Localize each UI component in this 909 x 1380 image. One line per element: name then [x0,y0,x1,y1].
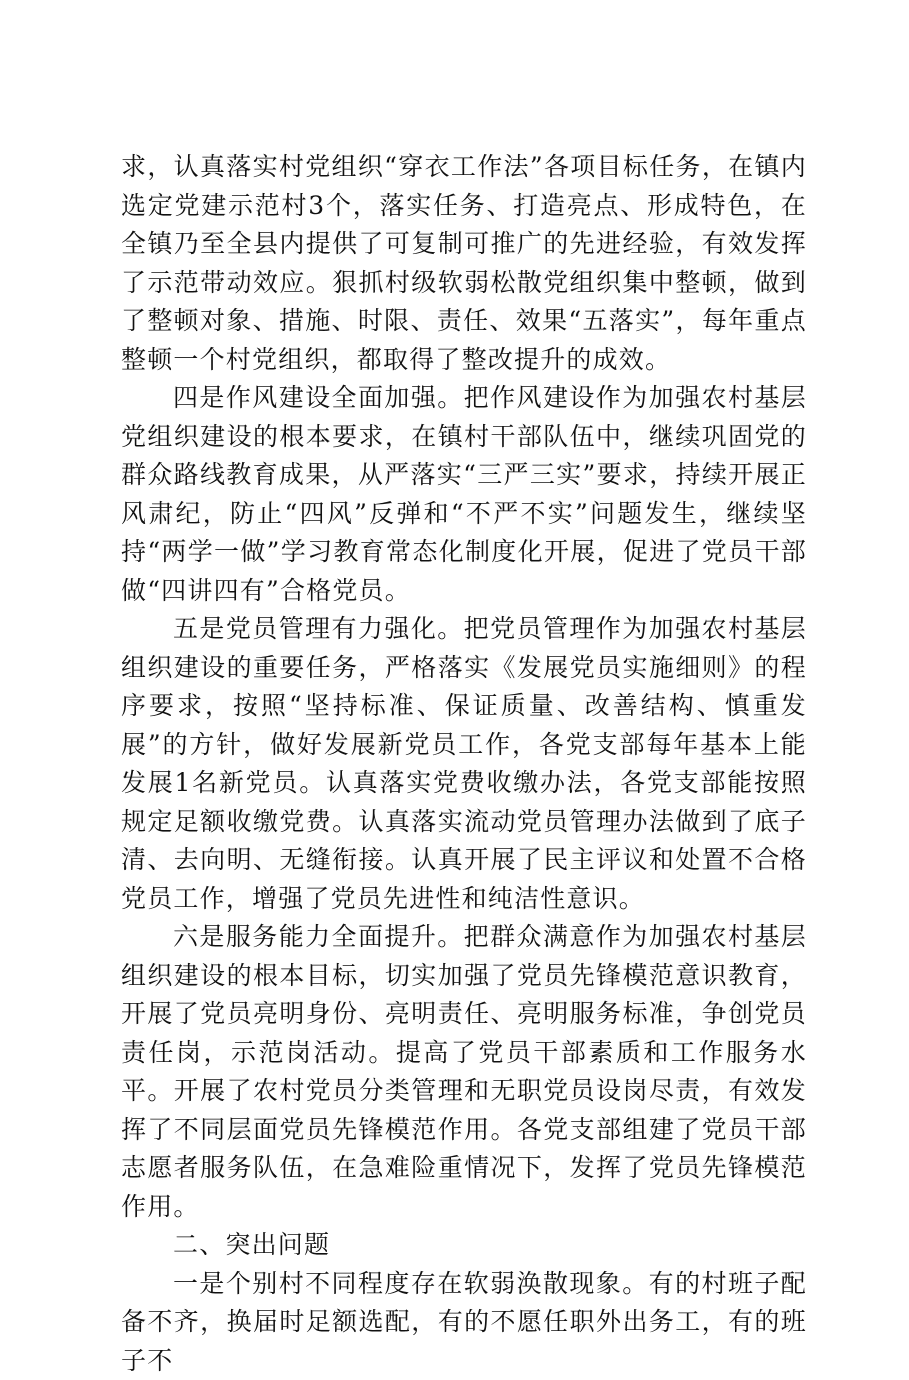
paragraph-style-building: 四是作风建设全面加强。把作风建设作为加强农村基层党组织建设的根本要求，在镇村干部队伍中，继续巩固党的群众路线教育成果，从严落实“三严三实”要求，持续开展正风肃纪，防止“四风”反弹和“不严不实”问题发生，继续坚持“两学一做”学习教育常态化制度化开展，促进了党员干部做“四讲四有”合格党员。 [121,379,807,610]
section-heading: 二、突出问题 [121,1226,807,1265]
paragraph-service-capacity: 六是服务能力全面提升。把群众满意作为加强农村基层组织建设的根本目标，切实加强了党员先锋模范意识教育，开展了党员亮明身份、亮明责任、亮明服务标准，争创党员责任岗，示范岗活动。提高了党员干部素质和工作服务水平。开展了农村党员分类管理和无职党员设岗尽责，有效发挥了不同层面党员先锋模范作用。各党支部组建了党员干部志愿者服务队伍，在急难险重情况下，发挥了党员先锋模范作用。 [121,918,807,1226]
document-body [121,148,807,1380]
paragraph-weak-villages: 一是个别村不同程度存在软弱涣散现象。有的村班子配备不齐，换届时足额选配，有的不愿任职外出务工，有的班子不 [121,1265,807,1380]
paragraph-continuation: 求，认真落实村党组织“穿衣工作法”各项目标任务，在镇内选定党建示范村3个，落实任务、打造亮点、形成特色，在全镇乃至全县内提供了可复制可推广的先进经验，有效发挥了示范带动效应。狠抓村级软弱松散党组织集中整顿，做到了整顿对象、措施、时限、责任、效果“五落实”，每年重点整顿一个村党组织，都取得了整改提升的成效。 [121,148,807,379]
paragraph-member-management: 五是党员管理有力强化。把党员管理作为加强农村基层组织建设的重要任务，严格落实《发展党员实施细则》的程序要求，按照“坚持标准、保证质量、改善结构、慎重发展”的方针，做好发展新党员工作，各党支部每年基本上能发展1名新党员。认真落实党费收缴办法，各党支部能按照规定足额收缴党费。认真落实流动党员管理办法做到了底子清、去向明、无缝衔接。认真开展了民主评议和处置不合格党员工作，增强了党员先进性和纯洁性意识。 [121,610,807,918]
